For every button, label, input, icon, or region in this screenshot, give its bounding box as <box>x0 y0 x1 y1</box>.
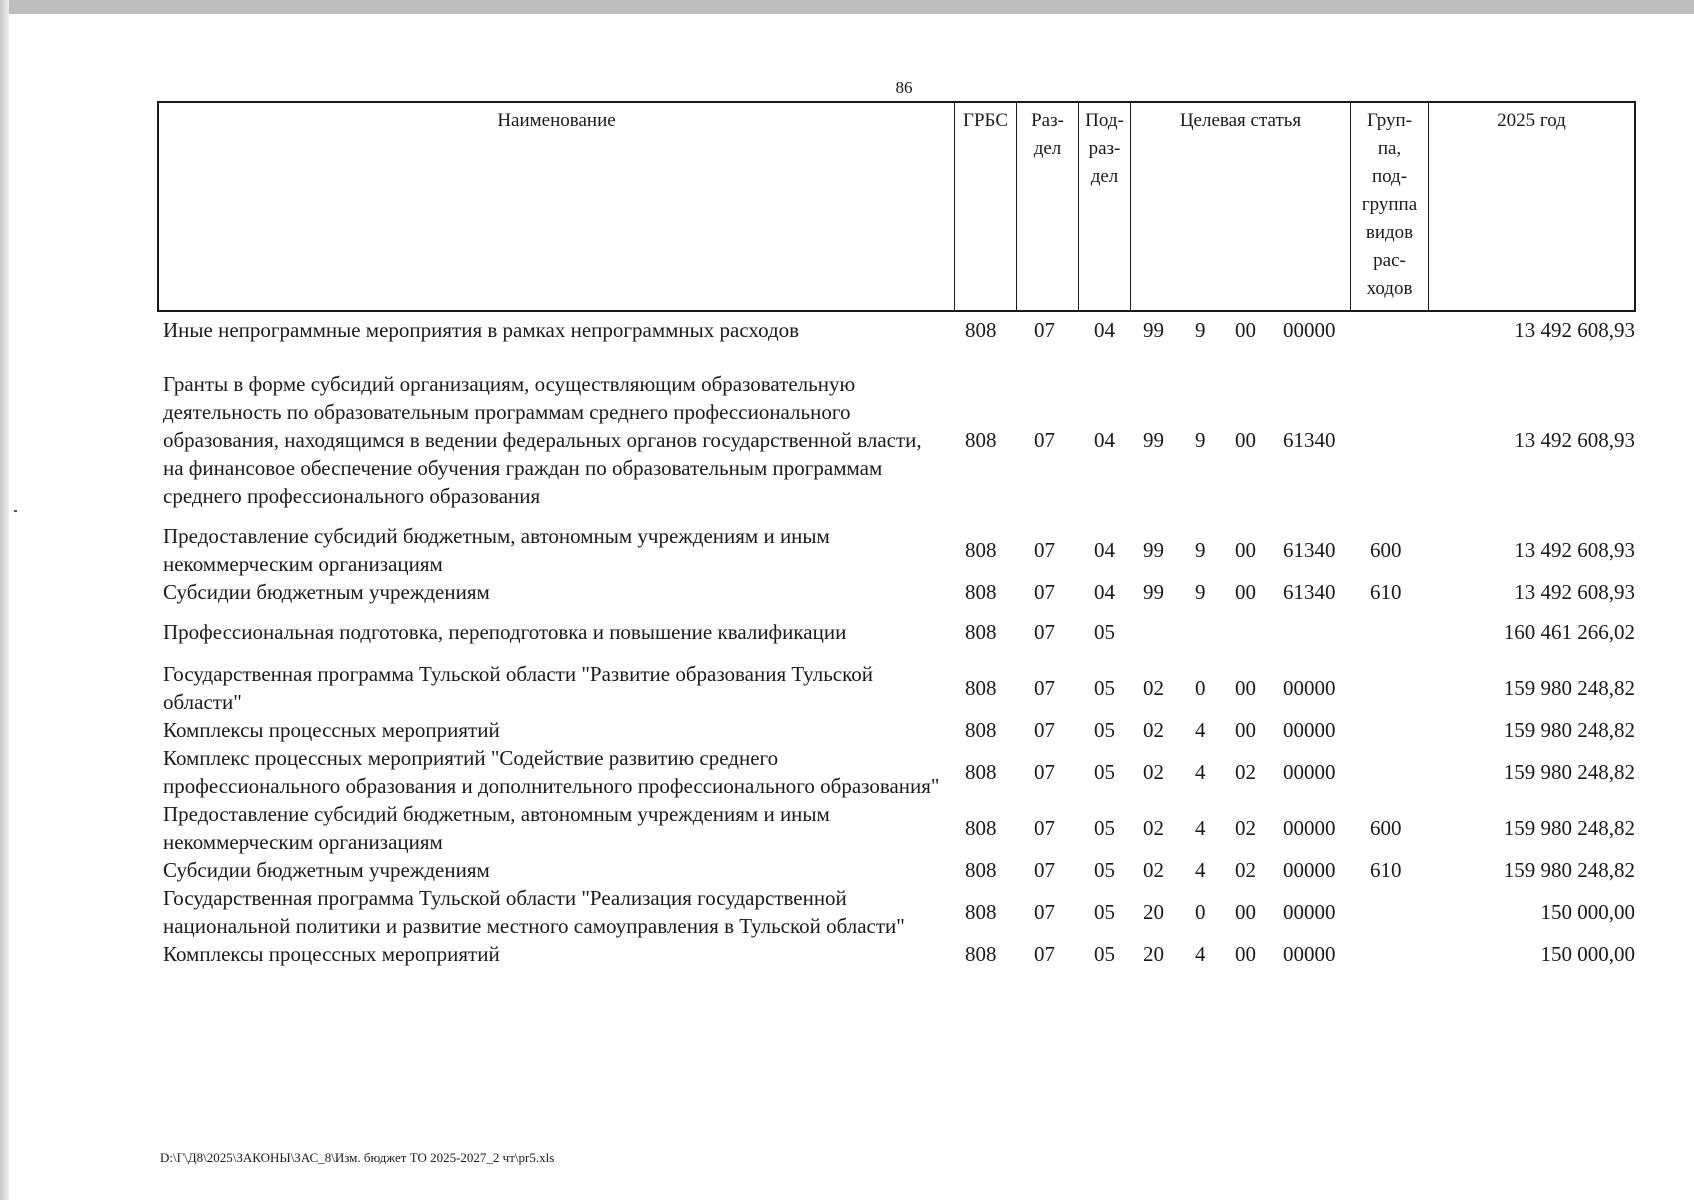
row-ts-program: 02 <box>1143 858 1164 882</box>
row-name: Предоставление субсидий бюджетным, автономным учреждениям и иным некоммерческим организациям <box>163 802 830 854</box>
table-row <box>157 522 1637 578</box>
header-gruppa-line: па, <box>1377 138 1402 159</box>
row-name: Иные непрограммные мероприятия в рамках непрограммных расходов <box>163 318 800 342</box>
scan-edge-left <box>0 0 9 1200</box>
table-row <box>157 370 1637 510</box>
row-amount: 13 492 608,93 <box>1514 580 1635 604</box>
header-podrazdel-line: Под- <box>1085 110 1124 131</box>
row-amount: 13 492 608,93 <box>1514 428 1635 452</box>
row-razdel: 07 <box>1034 428 1055 452</box>
row-ts-type: 4 <box>1195 816 1206 840</box>
header-gruppa-line: Груп- <box>1366 110 1413 131</box>
header-gruppa-line: рас- <box>1373 250 1406 271</box>
row-ts-direction: 00000 <box>1283 760 1336 784</box>
row-podrazdel: 05 <box>1094 620 1115 644</box>
row-grbs: 808 <box>965 580 997 604</box>
scan-edge-top <box>0 0 1694 14</box>
row-ts-element: 02 <box>1235 858 1256 882</box>
row-podrazdel: 05 <box>1094 816 1115 840</box>
row-ts-direction: 61340 <box>1283 538 1336 562</box>
row-podrazdel: 04 <box>1094 428 1115 452</box>
row-podrazdel: 05 <box>1094 858 1115 882</box>
row-ts-element: 00 <box>1235 900 1256 924</box>
row-ts-direction: 00000 <box>1283 942 1336 966</box>
row-name: Государственная программа Тульской области "Реализация государственной национальной политики и развитие местного самоуправления в Тульской области" <box>163 886 905 938</box>
row-name: Профессиональная подготовка, переподготовка и повышение квалификации <box>163 620 847 644</box>
row-podrazdel: 05 <box>1094 942 1115 966</box>
row-ts-element: 00 <box>1235 676 1256 700</box>
header-grbs <box>955 103 1017 310</box>
row-ts-direction: 00000 <box>1283 718 1336 742</box>
table-row <box>157 618 1637 646</box>
table-body <box>157 316 1637 968</box>
row-razdel: 07 <box>1034 620 1055 644</box>
header-gruppa-line: видов <box>1365 222 1414 243</box>
row-amount: 150 000,00 <box>1540 942 1635 966</box>
row-grbs: 808 <box>965 718 997 742</box>
header-razdel-line: Раз- <box>1031 110 1064 131</box>
row-grbs: 808 <box>965 816 997 840</box>
header-gruppa <box>1351 103 1429 310</box>
header-celevaya-statya <box>1131 103 1351 310</box>
row-name: Государственная программа Тульской области "Развитие образования Тульской области" <box>163 662 873 714</box>
row-ts-element: 00 <box>1235 942 1256 966</box>
table-row <box>157 316 1637 344</box>
row-grbs: 808 <box>965 676 997 700</box>
row-razdel: 07 <box>1034 858 1055 882</box>
footer-file-path: D:\Г\Д8\2025\ЗАКОНЫ\ЗАС_8\Изм. бюджет ТО 2025-2027_2 чт\pr5.xls <box>160 1150 555 1165</box>
row-ts-program: 20 <box>1143 942 1164 966</box>
row-name: Субсидии бюджетным учреждениям <box>163 858 490 882</box>
row-podrazdel: 05 <box>1094 900 1115 924</box>
header-gruppa-line: группа <box>1361 194 1418 215</box>
header-podrazdel-line: раз- <box>1088 138 1121 159</box>
header-gruppa-line: под- <box>1371 166 1408 187</box>
row-ts-element: 00 <box>1235 538 1256 562</box>
row-podrazdel: 04 <box>1094 538 1115 562</box>
row-ts-program: 02 <box>1143 760 1164 784</box>
row-ts-direction: 61340 <box>1283 428 1336 452</box>
table-row <box>157 800 1637 856</box>
row-amount: 159 980 248,82 <box>1503 676 1635 700</box>
table-row <box>157 744 1637 800</box>
row-amount: 159 980 248,82 <box>1503 718 1635 742</box>
table-row <box>157 856 1637 884</box>
header-celevaya-statya-label: Целевая статья <box>1179 110 1302 131</box>
row-group: 600 <box>1370 538 1402 562</box>
row-amount: 159 980 248,82 <box>1503 858 1635 882</box>
row-amount: 160 461 266,02 <box>1503 620 1635 644</box>
table-header <box>157 101 1636 312</box>
row-ts-type: 0 <box>1195 676 1206 700</box>
row-amount: 13 492 608,93 <box>1514 538 1635 562</box>
row-ts-type: 9 <box>1195 538 1206 562</box>
row-razdel: 07 <box>1034 538 1055 562</box>
scan-speck <box>14 510 17 512</box>
row-podrazdel: 04 <box>1094 580 1115 604</box>
header-podrazdel-line: дел <box>1090 166 1119 187</box>
row-ts-direction: 00000 <box>1283 318 1336 342</box>
row-ts-program: 99 <box>1143 580 1164 604</box>
row-ts-type: 9 <box>1195 318 1206 342</box>
page-number: 86 <box>895 78 913 97</box>
row-podrazdel: 05 <box>1094 760 1115 784</box>
row-razdel: 07 <box>1034 900 1055 924</box>
row-ts-element: 00 <box>1235 580 1256 604</box>
row-name: Предоставление субсидий бюджетным, автономным учреждениям и иным некоммерческим организациям <box>163 524 830 576</box>
row-ts-program: 02 <box>1143 816 1164 840</box>
row-ts-direction: 00000 <box>1283 816 1336 840</box>
header-podrazdel <box>1079 103 1131 310</box>
row-group: 600 <box>1370 816 1402 840</box>
row-ts-type: 9 <box>1195 580 1206 604</box>
row-ts-element: 00 <box>1235 318 1256 342</box>
row-podrazdel: 05 <box>1094 676 1115 700</box>
row-ts-program: 02 <box>1143 718 1164 742</box>
row-razdel: 07 <box>1034 676 1055 700</box>
row-grbs: 808 <box>965 760 997 784</box>
row-name: Комплексы процессных мероприятий <box>163 942 500 966</box>
row-grbs: 808 <box>965 428 997 452</box>
row-name: Комплекс процессных мероприятий "Содействие развитию среднего профессионального образования и дополнительного профессионального образования" <box>163 746 940 798</box>
row-razdel: 07 <box>1034 318 1055 342</box>
row-amount: 159 980 248,82 <box>1503 816 1635 840</box>
row-group: 610 <box>1370 580 1402 604</box>
row-podrazdel: 04 <box>1094 318 1115 342</box>
row-razdel: 07 <box>1034 580 1055 604</box>
row-ts-program: 99 <box>1143 538 1164 562</box>
row-ts-program: 99 <box>1143 318 1164 342</box>
row-ts-direction: 00000 <box>1283 900 1336 924</box>
row-ts-type: 4 <box>1195 858 1206 882</box>
row-ts-type: 9 <box>1195 428 1206 452</box>
header-naimenovanie <box>159 103 955 310</box>
row-group: 610 <box>1370 858 1402 882</box>
header-naimenovanie-label: Наименование <box>497 110 616 131</box>
row-ts-element: 02 <box>1235 760 1256 784</box>
row-ts-element: 00 <box>1235 718 1256 742</box>
row-grbs: 808 <box>965 858 997 882</box>
header-gruppa-line: ходов <box>1366 278 1413 299</box>
header-razdel-line: дел <box>1033 138 1062 159</box>
table-row <box>157 940 1637 968</box>
row-ts-type: 4 <box>1195 942 1206 966</box>
row-razdel: 07 <box>1034 942 1055 966</box>
header-razdel <box>1017 103 1079 310</box>
row-amount: 159 980 248,82 <box>1503 760 1635 784</box>
row-razdel: 07 <box>1034 760 1055 784</box>
row-ts-direction: 61340 <box>1283 580 1336 604</box>
row-amount: 150 000,00 <box>1540 900 1635 924</box>
row-razdel: 07 <box>1034 816 1055 840</box>
row-ts-type: 0 <box>1195 900 1206 924</box>
table-row <box>157 884 1637 940</box>
row-grbs: 808 <box>965 538 997 562</box>
header-grbs-label: ГРБС <box>962 110 1008 131</box>
row-amount: 13 492 608,93 <box>1514 318 1635 342</box>
row-grbs: 808 <box>965 900 997 924</box>
header-year <box>1429 103 1634 310</box>
row-ts-element: 02 <box>1235 816 1256 840</box>
row-grbs: 808 <box>965 942 997 966</box>
row-ts-type: 4 <box>1195 760 1206 784</box>
table-row <box>157 578 1637 606</box>
row-podrazdel: 05 <box>1094 718 1115 742</box>
row-ts-direction: 00000 <box>1283 676 1336 700</box>
row-name: Субсидии бюджетным учреждениям <box>163 580 490 604</box>
row-ts-program: 02 <box>1143 676 1164 700</box>
row-name: Гранты в форме субсидий организациям, осуществляющим образовательную деятельность по образовательным программам среднего профессионального образования, находящимся в ведении федеральных органов государственной власти, на финансовое обеспечение обучения граждан по образовательным программам среднего профессионального образования <box>163 372 922 508</box>
row-ts-type: 4 <box>1195 718 1206 742</box>
table-row <box>157 660 1637 716</box>
header-year-label: 2025 год <box>1497 110 1566 131</box>
row-grbs: 808 <box>965 620 997 644</box>
row-grbs: 808 <box>965 318 997 342</box>
table-row <box>157 716 1637 744</box>
row-name: Комплексы процессных мероприятий <box>163 718 500 742</box>
row-ts-element: 00 <box>1235 428 1256 452</box>
row-ts-program: 20 <box>1143 900 1164 924</box>
row-ts-direction: 00000 <box>1283 858 1336 882</box>
row-ts-program: 99 <box>1143 428 1164 452</box>
row-razdel: 07 <box>1034 718 1055 742</box>
